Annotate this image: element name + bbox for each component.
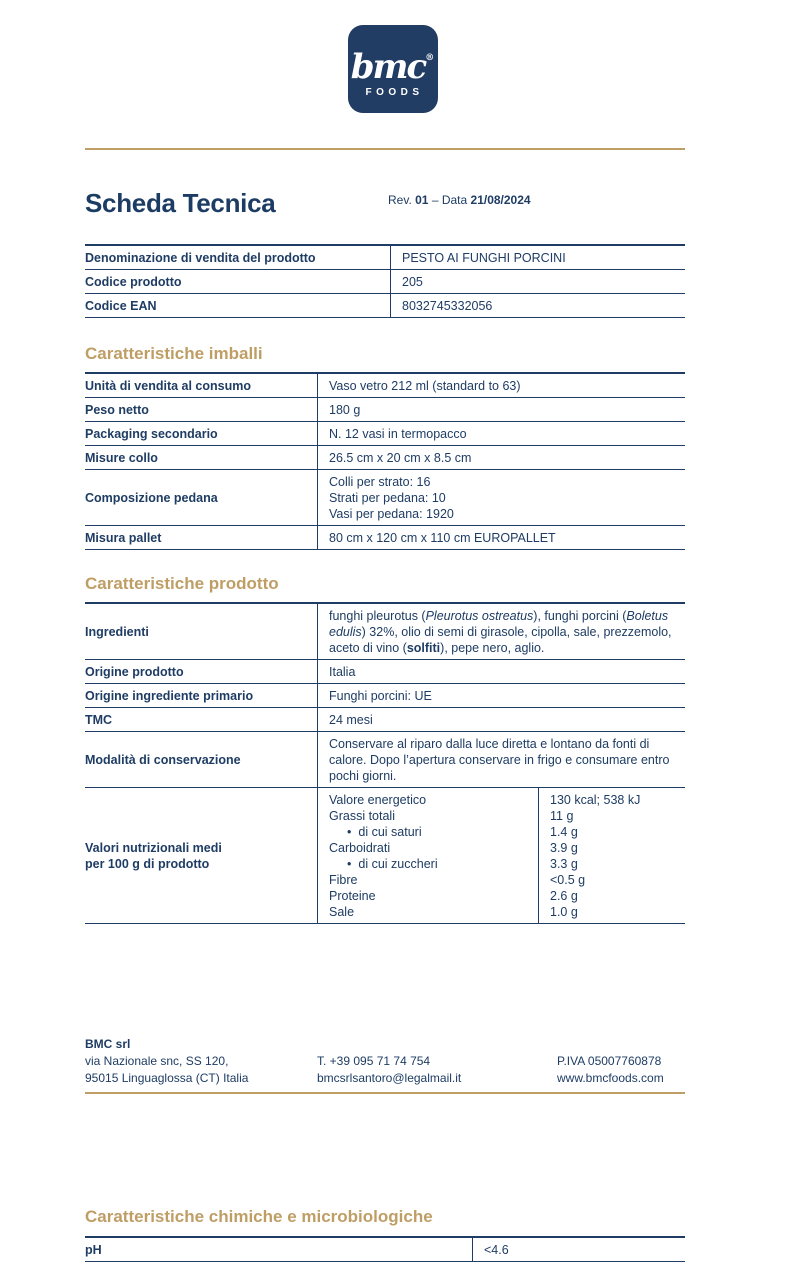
footer-contact-column (317, 1036, 557, 1087)
row-label: Misure collo (85, 450, 158, 465)
nutrient-name: Sale (329, 904, 355, 919)
nutrient-name: Valore energetico (329, 792, 427, 807)
row-value: 24 mesi (317, 708, 685, 731)
table-row (85, 422, 685, 446)
row-value: <4.6 (472, 1238, 685, 1261)
table-row (85, 526, 685, 550)
row-label: pH (85, 1242, 102, 1257)
table-row (85, 684, 685, 708)
row-value (317, 470, 685, 525)
row-value: 180 g (317, 398, 685, 421)
nutrient-value: 11 g (550, 808, 574, 823)
table-row (85, 732, 685, 788)
row-label: Ingredienti (85, 624, 149, 639)
revision-info: Rev. 01 – Data 21/08/2024 (388, 193, 531, 207)
vat-number: P.IVA 05007760878 (557, 1054, 662, 1068)
label-line: Valori nutrizionali medi (85, 840, 222, 855)
table-row (85, 470, 685, 526)
table-row (85, 398, 685, 422)
row-value: Funghi porcini: UE (317, 684, 685, 707)
company-name: BMC srl (85, 1037, 131, 1051)
row-value: 8032745332056 (390, 294, 685, 317)
section-heading-imballi: Caratteristiche imballi (85, 344, 263, 363)
registered-trademark-icon: ® (425, 52, 435, 63)
section-heading-prodotto: Caratteristiche prodotto (85, 574, 279, 593)
email-address: bmcsrlsantoro@legalmail.it (317, 1071, 462, 1085)
table-row (85, 604, 685, 660)
value-line: Strati per pedana: 10 (329, 490, 446, 505)
logo-wordmark: bmc® (350, 46, 435, 87)
row-value: N. 12 vasi in termopacco (317, 422, 685, 445)
table-row (85, 446, 685, 470)
row-label: Modalità di conservazione (85, 752, 241, 767)
row-label: Origine ingrediente primario (85, 688, 254, 703)
footer-address-column (85, 1036, 317, 1087)
row-label (85, 788, 317, 923)
page-content (85, 148, 685, 1262)
nutrient-value: <0.5 g (550, 872, 586, 887)
row-value: funghi pleurotus (Pleurotus ostreatus), funghi porcini (Boletus edulis) 32%, olio di semi di girasole, cipolla, sale, prezzemolo, aceto di vino (solfiti), pepe nero, aglio. (317, 604, 685, 659)
nutrition-values-column (538, 788, 685, 923)
logo-subtext: FOODS (365, 86, 424, 98)
nutrient-value: 3.9 g (550, 840, 578, 855)
nutrient-value: 1.4 g (550, 824, 578, 839)
table-row (85, 294, 685, 318)
packaging-table (85, 372, 685, 550)
website-url: www.bmcfoods.com (557, 1071, 664, 1085)
document-page (0, 25, 785, 1257)
chemical-characteristics-table (85, 1236, 685, 1262)
nutrient-value: 3.3 g (550, 856, 578, 871)
row-label: Origine prodotto (85, 664, 184, 679)
table-row (85, 374, 685, 398)
footer-web-column (557, 1036, 685, 1087)
nutrition-row (85, 788, 685, 924)
row-value: 80 cm x 120 cm x 110 cm EUROPALLET (317, 526, 685, 549)
label-line: per 100 g di prodotto (85, 856, 210, 871)
row-label: Peso netto (85, 402, 149, 417)
row-label: Composizione pedana (85, 490, 218, 505)
address-line: 95015 Linguaglossa (CT) Italia (85, 1071, 249, 1085)
nutrient-name: Carboidrati (329, 840, 391, 855)
header-divider (85, 148, 685, 150)
table-row (85, 708, 685, 732)
footer-divider (85, 1092, 685, 1094)
nutrient-value: 2.6 g (550, 888, 578, 903)
document-header (85, 188, 685, 231)
row-value: 205 (390, 270, 685, 293)
nutrient-name: Grassi totali (329, 808, 395, 823)
nutrient-value: 130 kcal; 538 kJ (550, 792, 641, 807)
nutrient-name: Proteine (329, 888, 376, 903)
row-value: 26.5 cm x 20 cm x 8.5 cm (317, 446, 685, 469)
nutrition-names-column (317, 788, 538, 923)
nutrient-name: • di cui zuccheri (329, 856, 534, 872)
product-characteristics-table (85, 602, 685, 924)
table-row (85, 660, 685, 684)
row-value: Conservare al riparo dalla luce diretta e lontano da fonti di calore. Dopo l’apertura conservare in frigo e consumare entro pochi giorni. (317, 732, 685, 787)
row-label: Unità di vendita al consumo (85, 378, 251, 393)
row-label: Misura pallet (85, 530, 162, 545)
row-label: TMC (85, 712, 113, 727)
page-title: Scheda Tecnica (85, 188, 276, 218)
phone-number: T. +39 095 71 74 754 (317, 1054, 431, 1068)
address-line: via Nazionale snc, SS 120, (85, 1054, 229, 1068)
row-label: Codice prodotto (85, 274, 182, 289)
value-line: Vasi per pedana: 1920 (329, 506, 454, 521)
row-value: Vaso vetro 212 ml (standard to 63) (317, 374, 685, 397)
nutrient-name: • di cui saturi (329, 824, 534, 840)
bmc-foods-logo (348, 25, 438, 113)
table-row (85, 1238, 685, 1262)
table-row (85, 246, 685, 270)
row-value: PESTO AI FUNGHI PORCINI (390, 246, 685, 269)
nutrient-name: Fibre (329, 872, 358, 887)
row-label: Denominazione di vendita del prodotto (85, 250, 316, 265)
row-label: Codice EAN (85, 298, 157, 313)
section-heading-chimiche: Caratteristiche chimiche e microbiologiche (85, 1207, 433, 1226)
product-info-table (85, 244, 685, 318)
table-row (85, 270, 685, 294)
value-line: Colli per strato: 16 (329, 474, 431, 489)
nutrient-value: 1.0 g (550, 904, 578, 919)
company-footer (85, 1036, 685, 1087)
row-label: Packaging secondario (85, 426, 218, 441)
row-value: Italia (317, 660, 685, 683)
